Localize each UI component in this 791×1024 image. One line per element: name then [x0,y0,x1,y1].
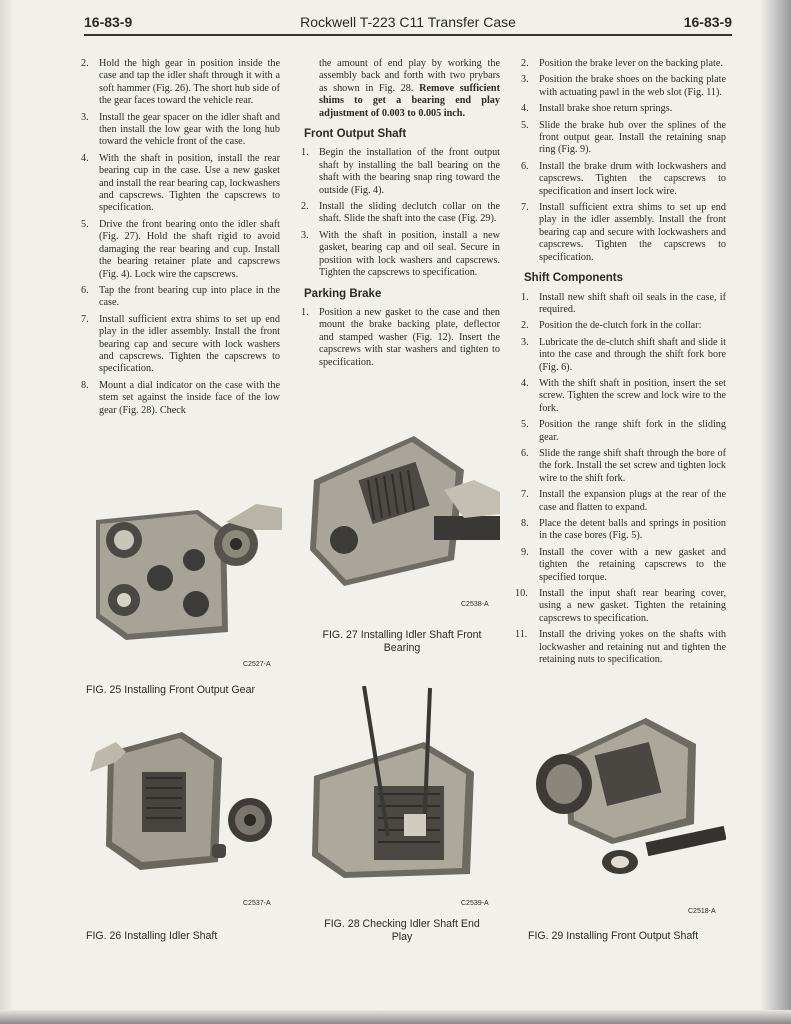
fig26-code: C2537-A [243,900,271,907]
list-item: 6. Install the brake drum with lockwashers and capscrews. Tighten the capscrews to specification and insert lock wire. [521,160,726,197]
page-right-edge [760,0,791,1024]
fig28-caption: FIG. 28 Checking Idler Shaft End Play [324,918,480,943]
list-item: 3. With the shaft in position, install a new gasket, bearing cap and oil seal. Secure in position with lock washers and capscrews. Tighten the capscrews to specification. [301,229,500,279]
text-column-3 [515,58,726,670]
page-header [84,12,732,34]
list-item: 2. Install the sliding declutch collar on the shaft. Slide the shaft into the case (Fig. 29). [301,201,500,225]
list-item: 7. Install sufficient extra shims to set up end play in the idler assembly. Install the front bearing cap and secure with lockwashers and capscrews. Tighten the capscrews to specification. [521,202,726,263]
list-item: 1. Install new shift shaft oil seals in the case, if required. [521,291,726,315]
list-item: 8. Mount a dial indicator on the case with the stem set against the inside face of the low gear (Fig. 28). Check [81,379,280,416]
list-item: 3. Install the gear spacer on the idler shaft and then install the low gear with the long hub toward the vehicle front of the case. [81,111,280,148]
fig26-photo [86,712,282,872]
fig25-code: C2527-A [243,661,271,668]
list-item: 2. Hold the high gear in position inside the case and tap the idler shaft through it with a soft hammer (Fig. 26). The short hub side of the gear faces toward the vehicle rear. [81,58,280,107]
list-item: 5. Drive the front bearing onto the idler shaft (Fig. 27). Hold the shaft rigid to avoid damaging the rear bearing and cup. Install the bearing retainer plate and capscrews (Fig. 4). Lock wire the capscrews. [81,218,280,280]
list-item: 7. Install sufficient extra shims to set up end play in the idler assembly. Install the front bearing cap and secure with lock washers and capscrews. Tighten the capscrews to specification. [81,313,280,375]
fig25-caption: FIG. 25 Installing Front Output Gear [86,684,255,696]
page-number-left: 16-83-9 [84,14,133,30]
section-heading-front-output-shaft: Front Output Shaft [304,128,407,141]
end-play-spec: Remove sufficient shims to get a bearing end play adjustment of 0.003 to 0.005 inch. [319,82,500,119]
list-item: 6. Tap the front bearing cup into place in the case. [81,284,280,309]
list-item: 5. Position the range shift fork in the sliding gear. [521,419,726,443]
fig29-photo [526,714,726,888]
list-item: 4. Install brake shoe return springs. [521,103,673,115]
fig28-code: C2539-A [461,900,489,907]
page-left-edge [0,0,14,1024]
list-item: 8. Place the detent balls and springs in position in the case bores (Fig. 5). [521,518,726,542]
list-item: 2. Position the de-clutch fork in the collar: [521,320,702,332]
fig29-caption: FIG. 29 Installing Front Output Shaft [528,930,699,942]
list-item: 4. With the shaft in position, install the rear bearing cup in the case. Use a new gasket and install the rear bearing cap, lockwashers and capscrews. Tighten the capscrews to specification. [81,152,280,214]
list-item: 6. Slide the range shift shaft through the bore of the fork. Install the set screw and tighten lock wire to the shift fork. [521,447,726,484]
parking-brake-steps-continued [521,58,726,264]
list-item: 3. Position the brake shoes on the backing plate with actuating pawl in the web slot (Fig. 11). [521,74,726,98]
fig28-photo [304,686,500,880]
parking-brake-steps [301,306,500,369]
idler-assembly-steps [81,58,280,417]
list-item: 3. Lubricate the de-clutch shift shaft and slide it into the case and through the shift fork bore (Fig. 6). [521,336,726,373]
list-item: 1. Position a new gasket to the case and then mount the brake backing plate, deflector and stamped washer (Fig. 12). Insert the capscrews with star washers and tighten to specification. [301,306,500,368]
front-output-shaft-steps [301,147,500,279]
fig27-caption: FIG. 27 Installing Idler Shaft Front Bearing [322,629,482,654]
list-item: 11. Install the driving yokes on the shafts with lockwasher and retaining nut and tighten the retaining nuts to specification. [515,629,726,666]
fig25-photo [86,500,282,642]
fig26-caption: FIG. 26 Installing Idler Shaft [86,930,218,942]
text-column-2 [301,58,500,373]
fig27-photo [304,430,500,588]
section-heading-shift-components: Shift Components [524,272,624,285]
section-heading-parking-brake: Parking Brake [304,287,382,300]
list-item: 2. Position the brake lever on the backing plate. [521,58,723,69]
continued-paragraph: the amount of end play by working the assembly back and forth with two prybars as shown in Fig. 28. Remove sufficient shims to get a bearing end play adjustment of 0.003 to 0.005 inch. [319,58,500,119]
header-rule [84,34,732,36]
list-item: 10. Install the input shaft rear bearing cover, using a new gasket. Tighten the retaining capscrews to specification. [515,588,726,624]
list-item: 1. Begin the installation of the front output shaft by installing the ball bearing on the shaft with the bearing snap ring toward the outside (Fig. 4). [301,147,500,196]
page-title: Rockwell T-223 C11 Transfer Case [300,14,516,30]
fig27-code: C2538-A [461,601,489,608]
list-item: 9. Install the cover with a new gasket and tighten the retaining capscrews to the specified torque. [521,546,726,583]
text-column-1 [81,58,280,421]
list-item: 7. Install the expansion plugs at the rear of the case and flatten to expand. [521,489,726,513]
page-number-right: 16-83-9 [683,14,732,30]
fig29-code: C2518-A [688,908,716,915]
shift-components-steps [515,291,726,667]
page-bottom-edge [0,1010,791,1024]
list-item: 4. With the shift shaft in position, insert the set screw. Tighten the screw and lock wire to the fork. [521,377,726,414]
list-item: 5. Slide the brake hub over the splines of the front output gear. Install the retaining snap ring (Fig. 9). [521,119,726,156]
